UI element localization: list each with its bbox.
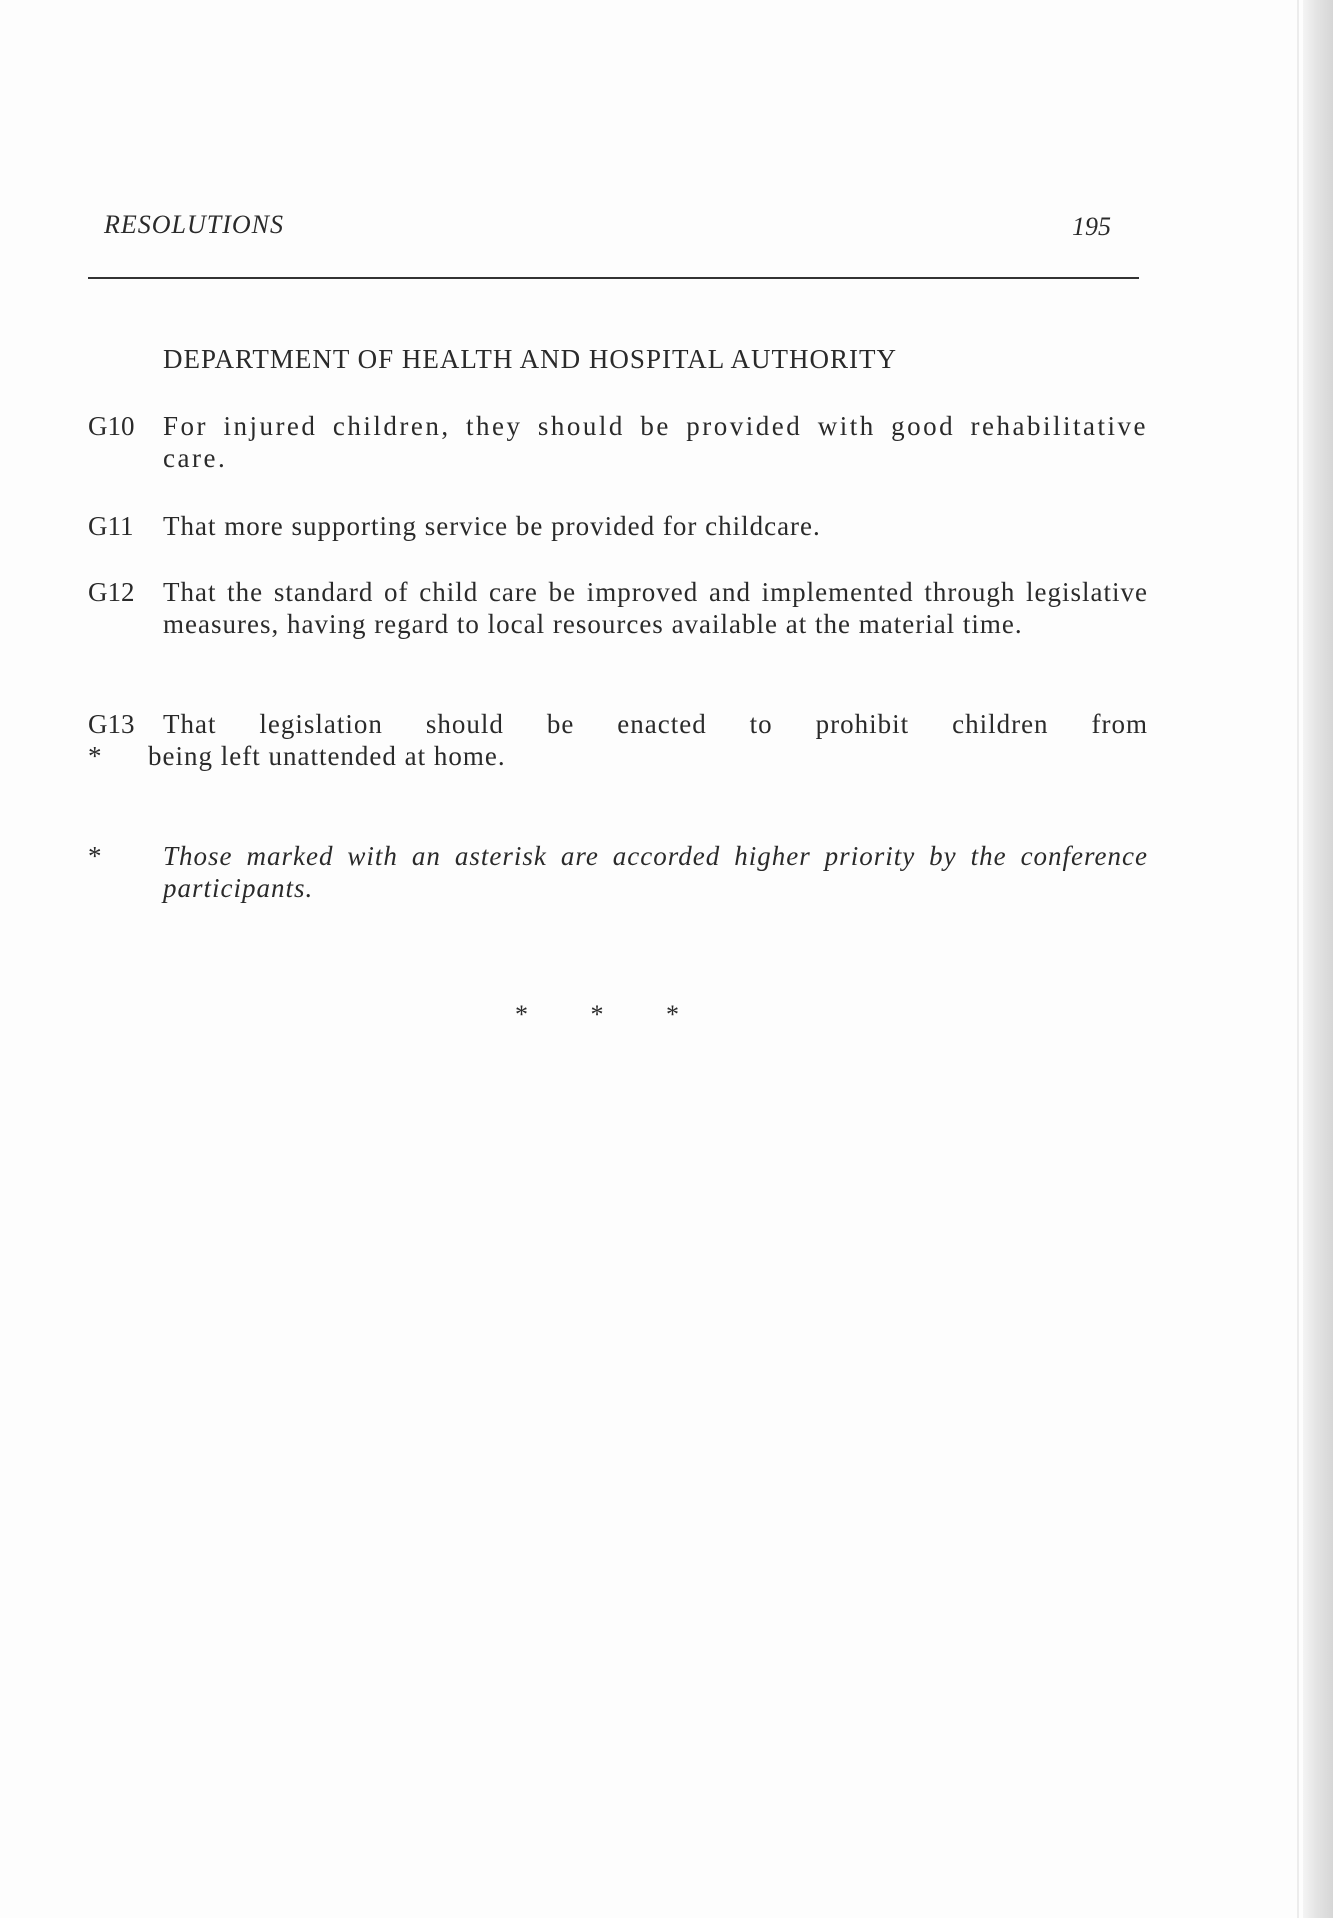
running-head: RESOLUTIONS — [104, 210, 285, 239]
footnote-text: Those marked with an asterisk are accorded higher priority by the conference participants. — [163, 841, 1148, 903]
resolution-code: G10 — [88, 411, 135, 441]
section-heading: DEPARTMENT OF HEALTH AND HOSPITAL AUTHORITY — [163, 344, 898, 374]
resolution-code: G12 — [88, 577, 135, 607]
resolution-text: For injured children, they should be provided with good rehabilitative care. — [163, 411, 1148, 473]
end-of-section-asterisks: * * * — [515, 1000, 707, 1029]
page-number: 195 — [1072, 212, 1111, 241]
header-rule — [88, 277, 1139, 279]
priority-asterisk: * — [88, 741, 102, 771]
resolution-text: That more supporting service be provided for childcare. — [163, 511, 821, 541]
resolution-code: G11 — [88, 511, 134, 541]
footnote-asterisk: * — [88, 841, 102, 871]
resolution-text: That the standard of child care be improved and implemented through legislative measures, having regard to local resources available at the material time. — [163, 577, 1148, 639]
resolution-text-line-2: being left unattended at home. — [148, 741, 506, 771]
page-edge-shadow — [1297, 0, 1299, 1918]
resolution-code: G13 — [88, 709, 135, 739]
resolution-text-line-1: That legislation should be enacted to prohibit children from — [163, 709, 1148, 739]
page-edge — [1303, 0, 1333, 1918]
